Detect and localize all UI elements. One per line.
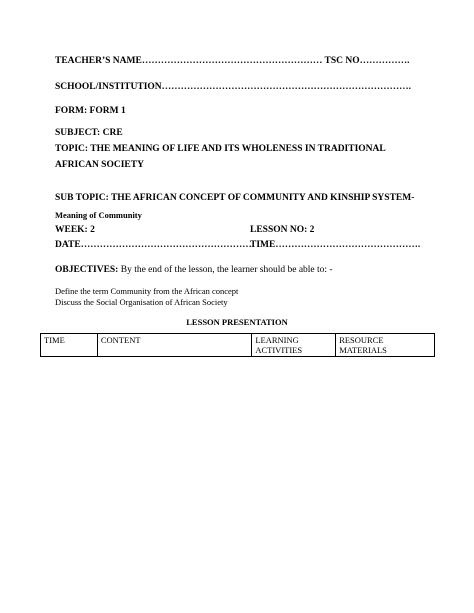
subject-value: CRE — [102, 128, 123, 138]
column-header-resource-materials: RESOURCE MATERIALS — [336, 334, 435, 357]
subtopic-line-1: SUB TOPIC: THE AFRICAN CONCEPT OF COMMUNITY AND KINSHIP SYSTEM- — [55, 193, 415, 203]
date-line: DATE……………………………………………… — [55, 240, 252, 250]
subject-line — [55, 127, 123, 139]
objective-item: Discuss the Social Organisation of African Society — [55, 297, 228, 307]
objectives-intro: By the end of the lesson, the learner should be able to: - — [120, 265, 333, 275]
subject-label: SUBJECT: — [55, 128, 101, 138]
column-header-content: CONTENT — [97, 334, 251, 357]
topic-line-1: TOPIC: THE MEANING OF LIFE AND ITS WHOLENESS IN TRADITIONAL — [55, 144, 386, 154]
lesson-no-line: LESSON NO: 2 — [250, 225, 315, 235]
lesson-presentation-table — [40, 333, 435, 357]
objectives-line — [55, 264, 333, 276]
teacher-name-line: TEACHER’S NAME………………………………………………… TSC NO……………. — [55, 56, 410, 66]
objective-item: Define the term Community from the African concept — [55, 286, 239, 296]
form-line: FORM: FORM 1 — [55, 106, 126, 116]
column-header-time: TIME — [41, 334, 98, 357]
column-header-learning-activities: LEARNING ACTIVITIES — [252, 334, 336, 357]
lesson-presentation-heading: LESSON PRESENTATION — [186, 317, 288, 327]
school-line: SCHOOL/INSTITUTION……………………………………………………………………. — [55, 82, 412, 92]
table-header-row — [41, 334, 435, 357]
week-line: WEEK: 2 — [55, 225, 95, 235]
topic-line-2: AFRICAN SOCIETY — [55, 160, 144, 170]
objectives-label: OBJECTIVES: — [55, 265, 119, 275]
subtopic-line-2: Meaning of Community — [55, 210, 142, 220]
time-line: TIME………………………………………. — [250, 240, 421, 250]
